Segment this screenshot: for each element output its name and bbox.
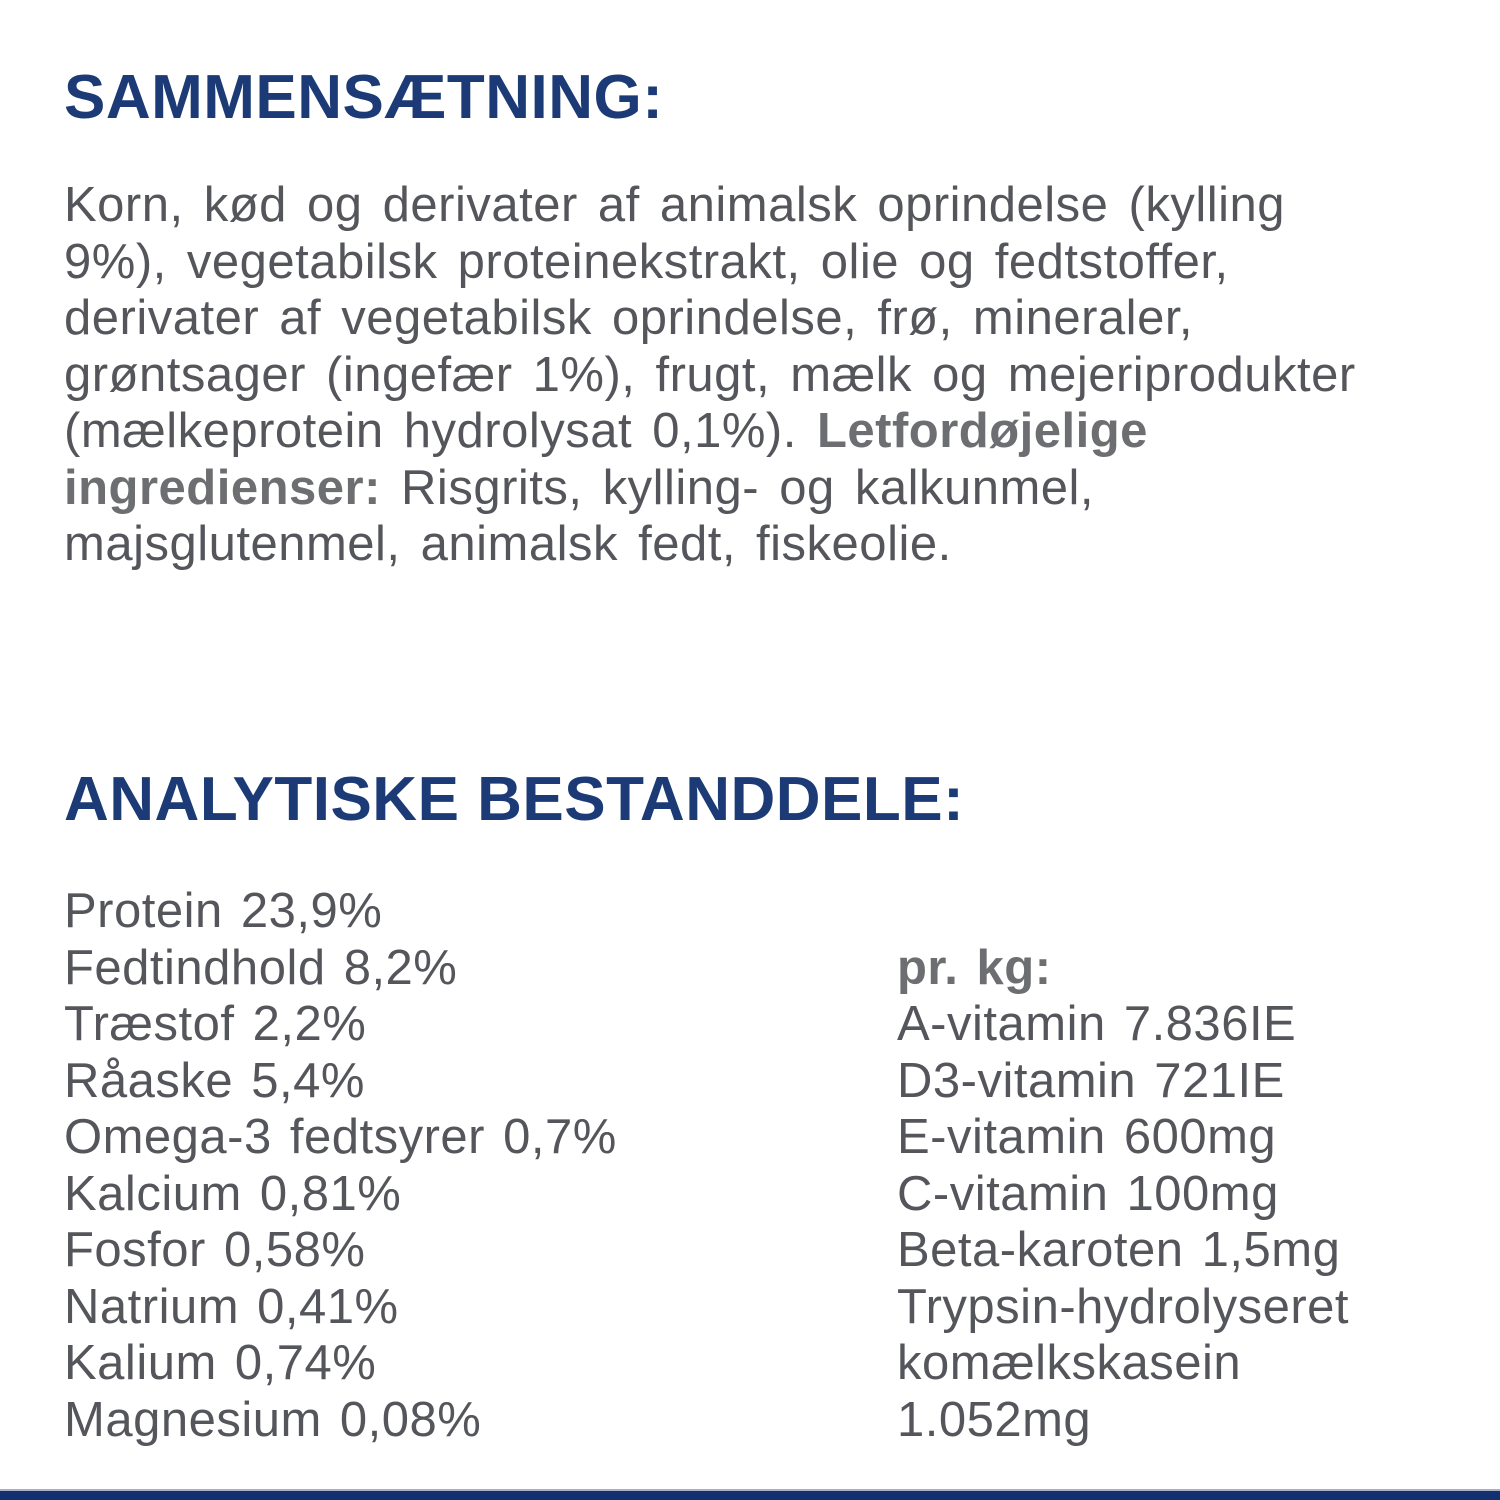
- digestible-ingredients-label: Letfordøjelige ingredienser:: [64, 404, 1148, 515]
- digestible-ingredients-body: Risgrits, kylling- og kalkunmel, majsglutenmel, animalsk fedt, fiskeolie.: [64, 460, 1095, 571]
- analytical-section: [64, 765, 1436, 1448]
- vitamin-line: E-vitamin 600mg: [897, 1110, 1277, 1164]
- per-kg-header: pr. kg:: [897, 940, 1052, 995]
- nutrient-line: Protein 23,9%: [64, 884, 383, 938]
- nutrient-line: Kalium 0,74%: [64, 1336, 377, 1390]
- nutrient-line: Træstof 2,2%: [64, 997, 367, 1051]
- vitamin-line: Beta-karoten 1,5mg: [897, 1223, 1341, 1277]
- analytical-title: ANALYTISKE BESTANDDELE:: [64, 765, 965, 834]
- vitamin-line: Trypsin-hydrolyseret komælkskasein 1.052mg: [897, 1279, 1350, 1447]
- nutrient-line: Fedtindhold 8,2%: [64, 940, 458, 995]
- vitamin-line: D3-vitamin 721IE: [897, 1053, 1285, 1108]
- composition-body: Korn, kød og derivater af animalsk oprindelse (kylling 9%), vegetabilsk proteinekstrakt, olie og fedtstoffer, derivater af vegetabilsk oprindelse, frø, mineraler, grøntsager (ingefær 1%), frugt, mælk og mejeriprodukter (mælkeprotein hydrolysat 0,1%).: [64, 178, 1356, 458]
- nutrient-line: Omega-3 fedtsyrer 0,7%: [64, 1110, 617, 1164]
- composition-text: [64, 177, 1404, 573]
- nutrient-list: [64, 883, 864, 1448]
- composition-title: SAMMENSÆTNING:: [64, 63, 664, 132]
- per-kg-column: [897, 940, 1402, 1449]
- nutrient-line: Magnesium 0,08%: [64, 1392, 482, 1447]
- nutrient-line: Natrium 0,41%: [64, 1279, 399, 1334]
- nutrient-line: Fosfor 0,58%: [64, 1223, 366, 1277]
- composition-section: [64, 63, 1404, 573]
- analytical-columns: [64, 883, 1436, 1448]
- bottom-navy-bar: [0, 1489, 1500, 1500]
- vitamin-list: [897, 996, 1402, 1448]
- vitamin-line: C-vitamin 100mg: [897, 1166, 1279, 1221]
- vitamin-line: A-vitamin 7.836IE: [897, 997, 1297, 1051]
- nutrient-line: Råaske 5,4%: [64, 1053, 365, 1108]
- nutrient-line: Kalcium 0,81%: [64, 1166, 402, 1221]
